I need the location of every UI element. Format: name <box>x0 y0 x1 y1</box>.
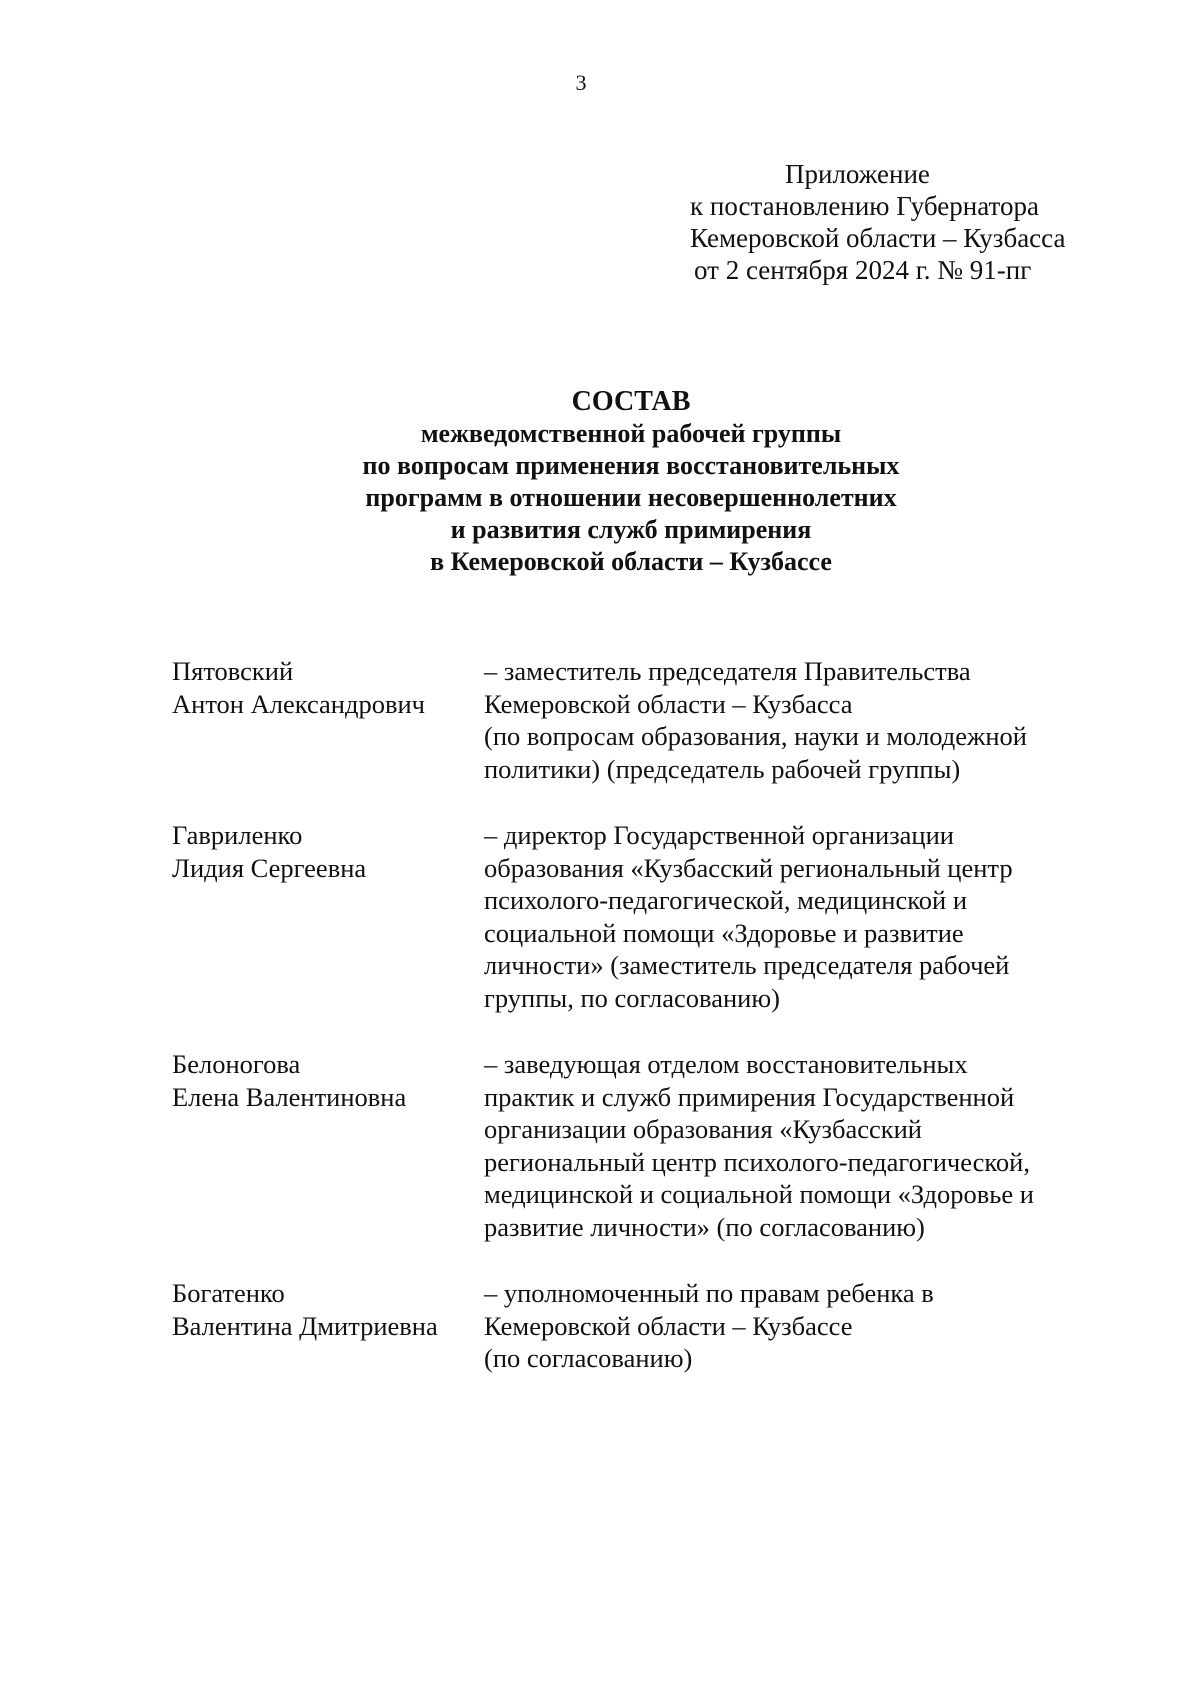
role-line: (по согласованию) <box>484 1343 693 1373</box>
role-line: практик и служб примирения Государственной <box>484 1081 1015 1112</box>
role-line: организации образования «Кузбасский <box>484 1114 922 1144</box>
member-role <box>484 819 1102 1014</box>
role-line: личности» (заместитель председателя рабочей <box>484 950 1010 980</box>
appendix-line: от 2 сентября 2024 г. № 91-пг <box>694 255 1032 285</box>
role-line: медицинской и социальной помощи «Здоровье и <box>484 1179 1034 1209</box>
members-list <box>172 655 1102 1409</box>
member-name <box>172 655 484 785</box>
member-entry <box>172 1277 1102 1375</box>
member-given-name: Елена Валентиновна <box>172 1081 407 1112</box>
role-line: социальной помощи «Здоровье и развитие <box>484 917 964 948</box>
member-name <box>172 1048 484 1243</box>
member-given-name: Валентина Дмитриевна <box>172 1310 438 1341</box>
title-line: по вопросам применения восстановительных <box>362 451 900 480</box>
role-line: Кемеровской области – Кузбасса <box>484 688 853 719</box>
role-line: политики) (председатель рабочей группы) <box>484 753 961 784</box>
member-name <box>172 1277 484 1375</box>
member-role <box>484 655 1102 785</box>
role-line: образования «Кузбасский региональный центр <box>484 852 1013 883</box>
member-given-name: Лидия Сергеевна <box>172 852 367 883</box>
title-line: межведомственной рабочей группы <box>420 419 842 448</box>
document-title <box>0 386 1200 578</box>
role-line: – заместитель председателя Правительства <box>484 656 971 686</box>
member-entry <box>172 655 1102 785</box>
member-surname: Белоногова <box>172 1049 301 1079</box>
role-line: – директор Государственной организации <box>484 820 954 850</box>
member-surname: Богатенко <box>172 1278 285 1308</box>
title-line: в Кемеровской области – Кузбассе <box>430 547 832 576</box>
role-line: развитие личности» (по согласованию) <box>484 1211 925 1242</box>
role-line: (по вопросам образования, науки и молодежной <box>484 721 1027 751</box>
role-line: – уполномоченный по правам ребенка в <box>484 1278 934 1308</box>
page-number: 3 <box>575 70 587 95</box>
member-surname: Пятовский <box>172 656 294 686</box>
member-given-name: Антон Александрович <box>172 688 425 719</box>
appendix-line: Приложение <box>785 159 930 189</box>
title-line: программ в отношении несовершеннолетних <box>365 483 897 512</box>
appendix-line: Кемеровской области – Кузбасса <box>690 223 1066 253</box>
role-line: региональный центр психолого-педагогической, <box>484 1146 1030 1177</box>
role-line: группы, по согласованию) <box>484 982 780 1013</box>
member-role <box>484 1048 1102 1243</box>
role-line: – заведующая отделом восстановительных <box>484 1049 968 1079</box>
member-role <box>484 1277 1102 1375</box>
role-line: психолого-педагогической, медицинской и <box>484 885 968 915</box>
title-line: и развития служб примирения <box>450 515 812 544</box>
role-line: Кемеровской области – Кузбассе <box>484 1310 853 1341</box>
appendix-header <box>690 158 1065 286</box>
appendix-line: к постановлению Губернатора <box>690 191 1039 221</box>
member-entry <box>172 1048 1102 1243</box>
member-surname: Гавриленко <box>172 820 303 850</box>
member-entry <box>172 819 1102 1014</box>
member-name <box>172 819 484 1014</box>
title-main: СОСТАВ <box>571 386 691 417</box>
